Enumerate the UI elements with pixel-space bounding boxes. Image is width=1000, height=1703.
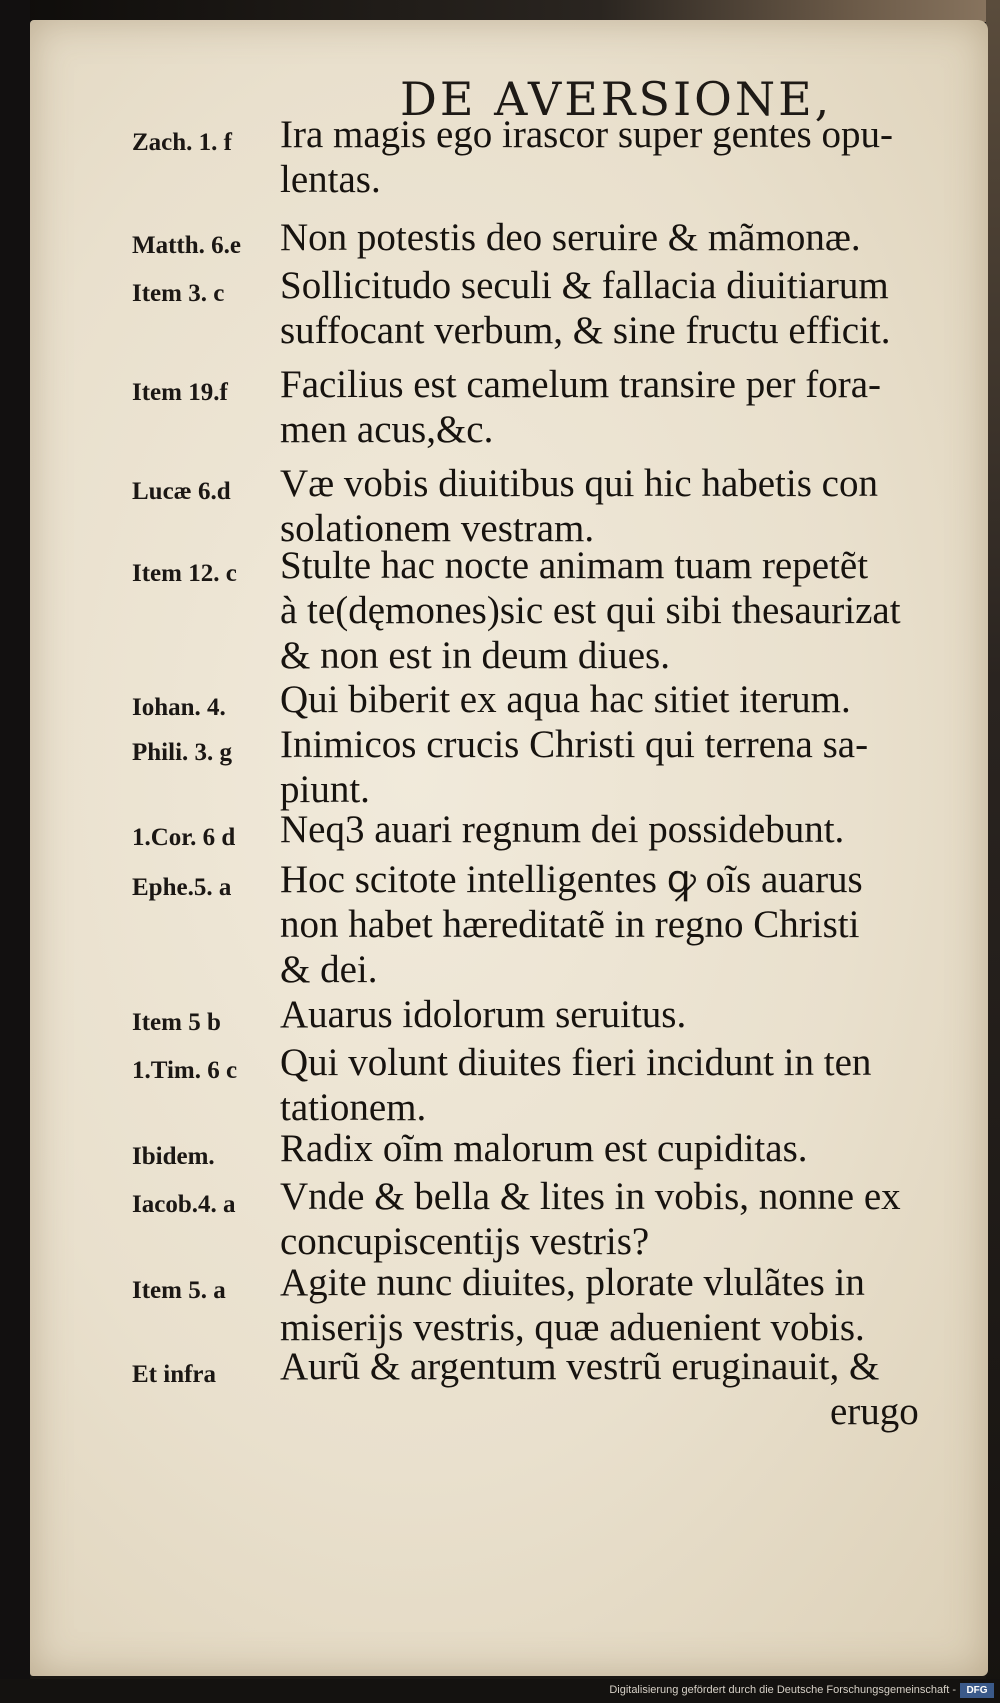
text-line: Radix oĩm malorum est cupiditas. (280, 1127, 808, 1170)
text-line: & non est in deum diues. (280, 634, 670, 677)
catchword: erugo (830, 1390, 919, 1433)
text-line: Qui biberit ex aqua hac sitiet iterum. (280, 678, 851, 721)
text-line: à te(dęmones)sic est qui sibi thesaurizat (280, 589, 901, 632)
text-line: Ira magis ego irascor super gentes opu- (280, 113, 893, 156)
text-line: Agite nunc diuites, plorate vlulãtes in (280, 1261, 865, 1304)
margin-reference: Item 19.f (132, 379, 228, 406)
text-line: Sollicitudo seculi & fallacia diuitiarum (280, 264, 889, 307)
text-line: Qui volunt diuites fieri incidunt in ten (280, 1041, 872, 1084)
text-line: Hoc scitote intelligentes ꝙ oĩs auarus (280, 858, 863, 901)
text-line: Væ vobis diuitibus qui hic habetis con (280, 462, 878, 505)
book-page (30, 20, 988, 1676)
text-line: tationem. (280, 1086, 427, 1129)
text-line: Inimicos crucis Christi qui terrena sa- (280, 723, 869, 766)
margin-reference: Item 5 b (132, 1009, 221, 1036)
margin-reference: Zach. 1. f (132, 129, 232, 156)
text-line: non habet hæreditatẽ in regno Christi (280, 903, 860, 946)
text-line: solationem vestram. (280, 507, 595, 550)
text-line: Non potestis deo seruire & mãmonæ. (280, 216, 861, 259)
margin-reference: 1.Cor. 6 d (132, 824, 236, 851)
text-line: Stulte hac nocte animam tuam repetẽt (280, 544, 869, 587)
text-line: Facilius est camelum transire per fora- (280, 363, 882, 406)
text-line: Aurũ & argentum vestrũ eruginauit, & (280, 1345, 880, 1388)
margin-reference: 1.Tim. 6 c (132, 1057, 238, 1084)
text-line: Vnde & bella & lites in vobis, nonne ex (280, 1175, 901, 1218)
text-line: Neq3 auari regnum dei possidebunt. (280, 808, 845, 851)
margin-reference: Et infra (132, 1361, 217, 1388)
margin-reference: Item 5. a (132, 1277, 226, 1304)
dfg-logo: DFG (960, 1683, 994, 1698)
margin-reference: Iacob.4. a (132, 1191, 236, 1218)
text-line: lentas. (280, 158, 381, 201)
text-line: concupiscentĳs vestris? (280, 1220, 650, 1263)
margin-reference: Ibidem. (132, 1143, 215, 1170)
margin-reference: Item 12. c (132, 560, 237, 587)
text-line: men acus,&c. (280, 408, 494, 451)
text-line: piunt. (280, 768, 370, 811)
margin-reference: Iohan. 4. (132, 694, 226, 721)
text-line: suffocant verbum, & sine fructu efficit. (280, 309, 891, 352)
margin-reference: Item 3. c (132, 280, 225, 307)
scan-right-edge (986, 0, 1000, 1703)
scan-top-edge (0, 0, 1000, 22)
margin-reference: Ephe.5. a (132, 874, 232, 901)
margin-reference: Lucæ 6.d (132, 478, 231, 505)
digitization-credit: Digitalisierung gefördert durch die Deutsche Forschungsgemeinschaft - (609, 1684, 956, 1696)
margin-reference: Phili. 3. g (132, 739, 233, 766)
scan-left-edge (0, 0, 30, 1703)
margin-reference: Matth. 6.e (132, 232, 241, 259)
running-head: DE AVERSIONE, (400, 72, 833, 126)
text-line: miserĳs vestris, quæ aduenient vobis. (280, 1306, 865, 1349)
text-line: & dei. (280, 948, 378, 991)
text-line: Auarus idolorum seruitus. (280, 993, 687, 1036)
